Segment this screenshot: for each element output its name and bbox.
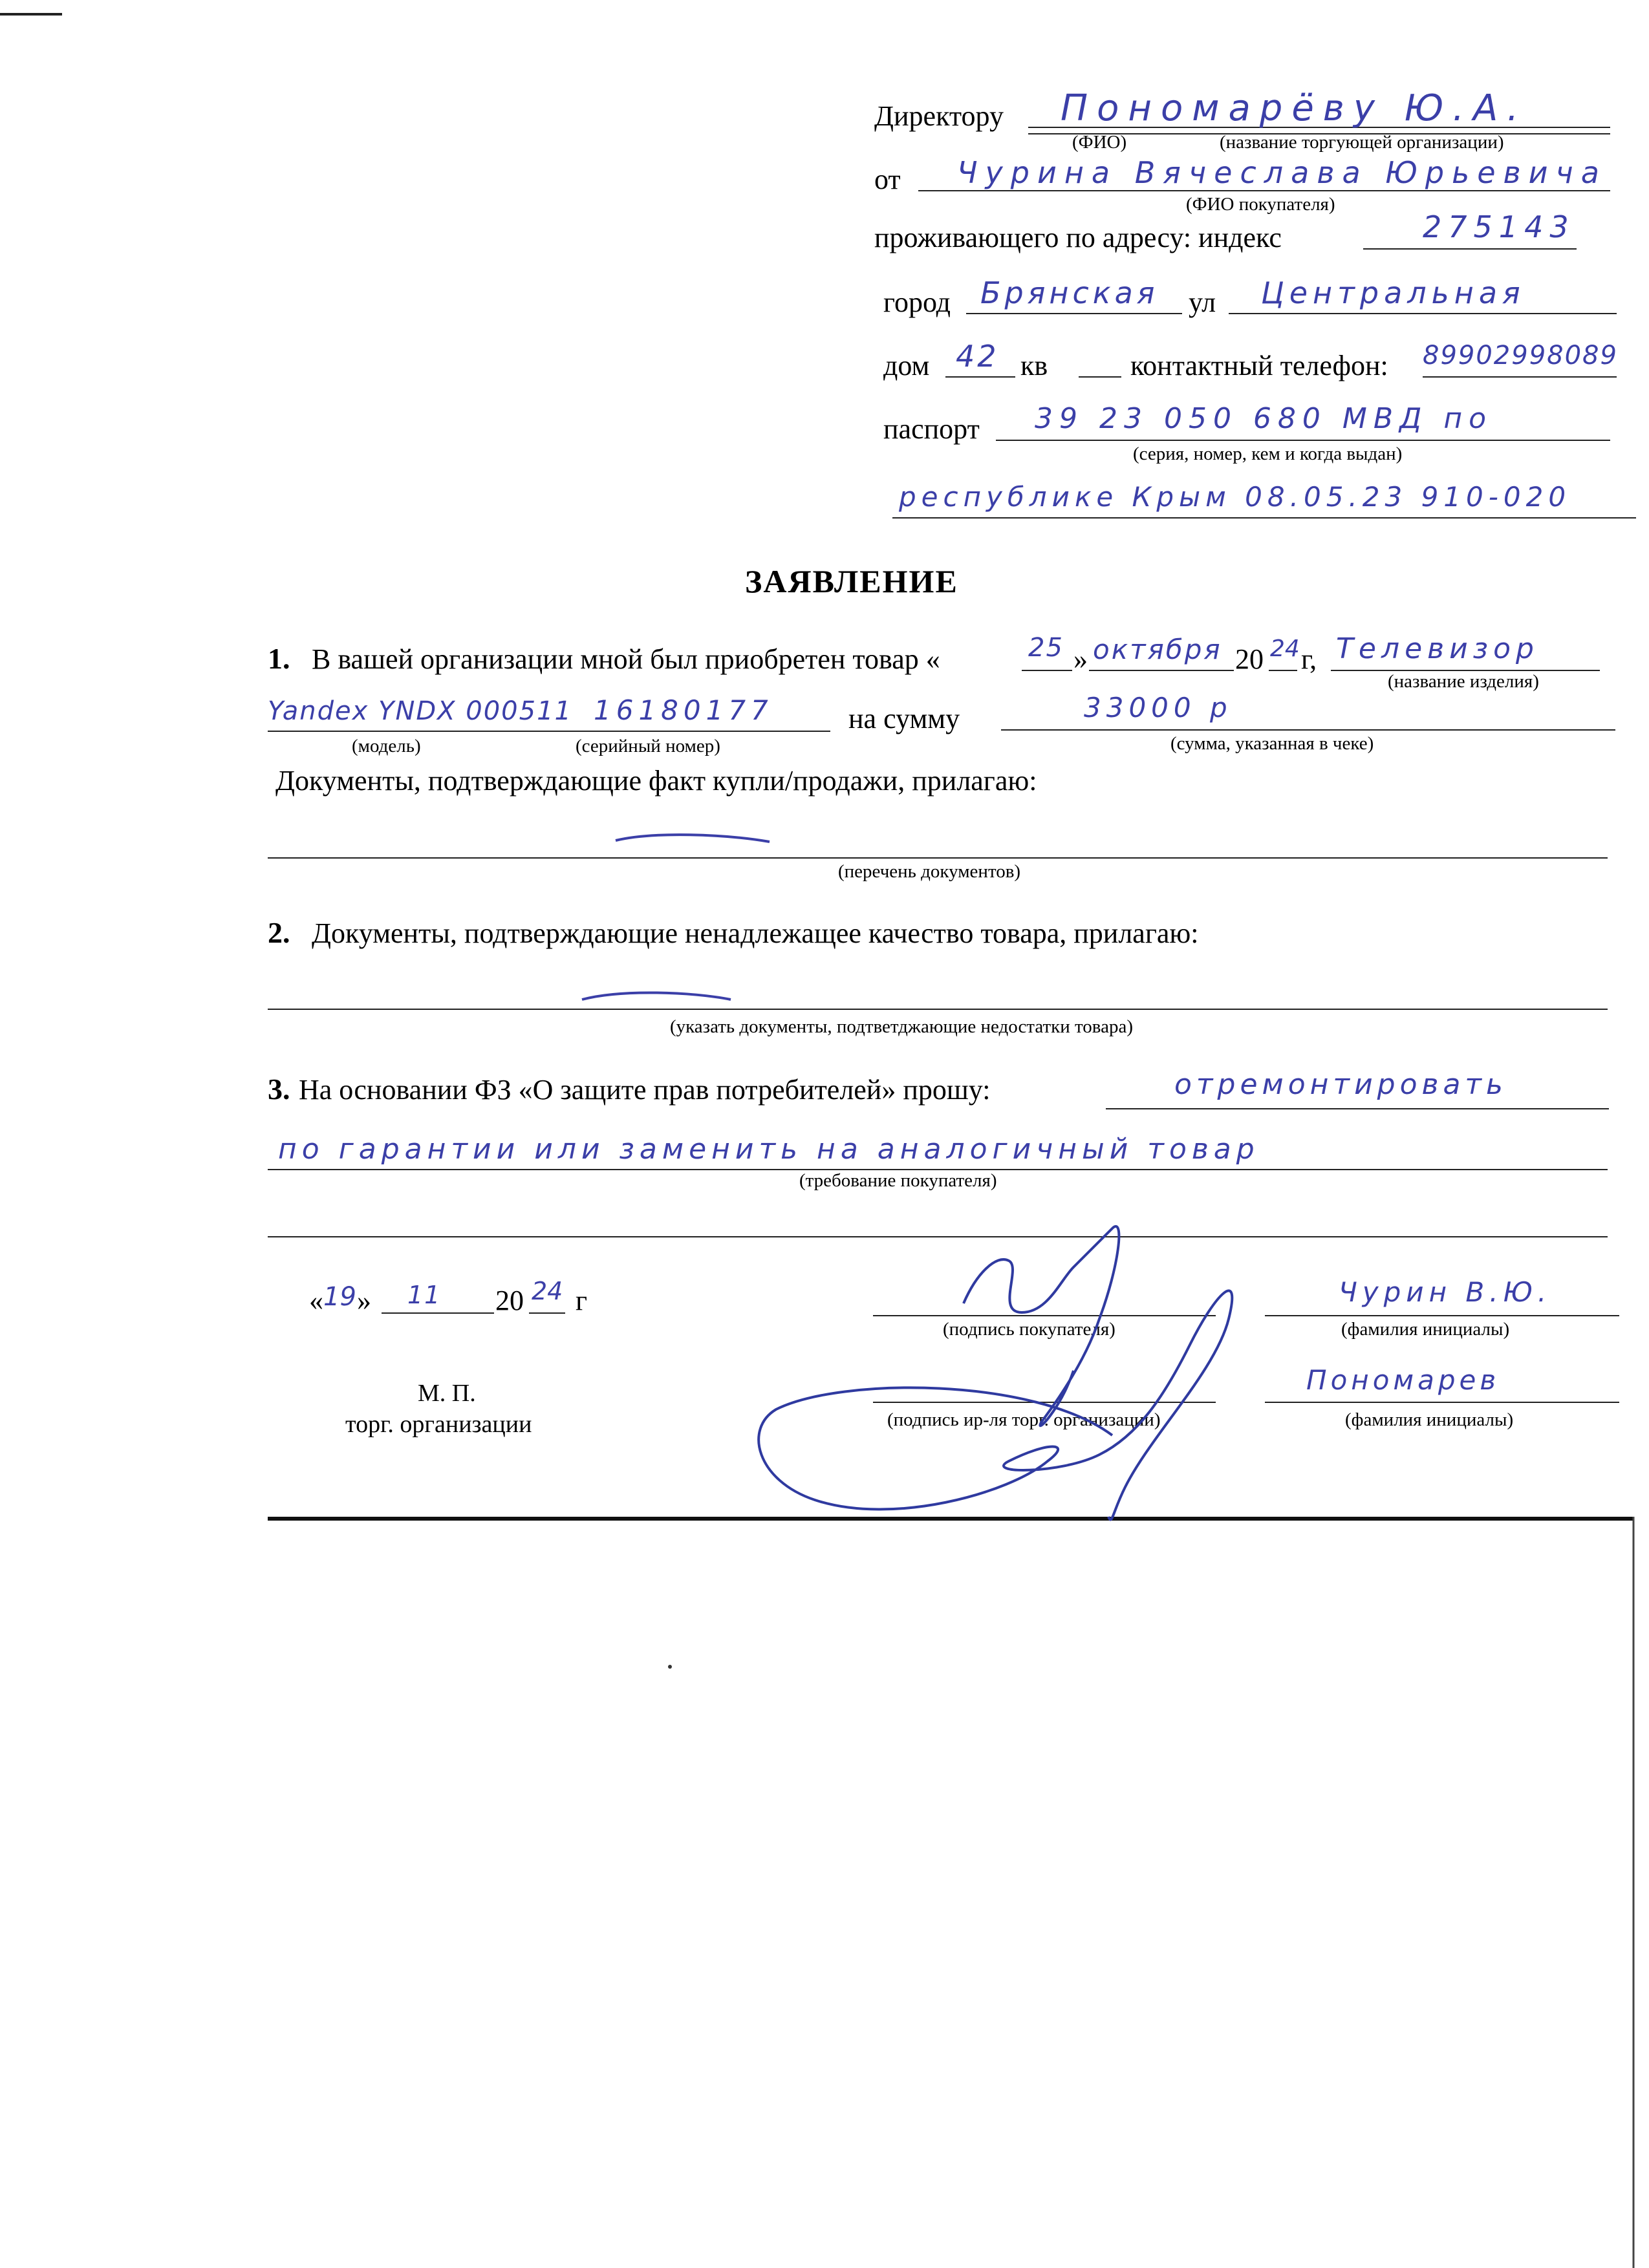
city-label: город (883, 286, 951, 318)
date-g: г (576, 1285, 588, 1316)
flat-label: кв (1020, 350, 1048, 381)
scan-dust-dot (668, 1665, 672, 1669)
year-prefix: 20 (1235, 643, 1264, 675)
passport-value[interactable]: 39 23 050 680 МВД по (1035, 402, 1493, 435)
director-value[interactable]: Пономарёву Ю.А. (1061, 87, 1528, 129)
product-model[interactable]: Yandex YNDX 000511 (268, 696, 572, 726)
model-caption: (модель) (352, 736, 421, 756)
purchase-month[interactable]: октября (1093, 634, 1222, 665)
phone-label: контактный телефон: (1130, 350, 1388, 381)
signing-day[interactable]: 19 (323, 1282, 356, 1312)
street-label: ул (1189, 286, 1216, 318)
house-label: дом (883, 350, 930, 381)
org-caption: (название торгующей организации) (1220, 132, 1504, 153)
sum-label: на сумму (848, 703, 960, 734)
index-value[interactable]: 275143 (1423, 209, 1575, 244)
sum-value[interactable]: 33000 р (1084, 692, 1233, 723)
director-label: Директору (874, 100, 1004, 132)
section3-text: На основании ФЗ «О защите прав потребителей» прошу: (299, 1074, 991, 1106)
phone-value[interactable]: 89902998089 (1423, 341, 1618, 370)
serial-caption: (серийный номер) (576, 736, 720, 756)
document-title: ЗАЯВЛЕНИЕ (745, 563, 958, 599)
product-serial[interactable]: 16180177 (594, 694, 773, 726)
sum-caption: (сумма, указанная в чеке) (1170, 733, 1374, 754)
docs-dash-icon (616, 835, 770, 842)
section2-dash-icon (582, 992, 731, 1000)
stamp-org-label: торг. организации (345, 1411, 532, 1438)
request-caption: (требование покупателя) (799, 1170, 997, 1191)
org-name-value[interactable]: Пономарев (1306, 1364, 1500, 1396)
passport-label: паспорт (883, 413, 980, 445)
buyer-fio-caption: (ФИО покупателя) (1186, 194, 1335, 215)
section2-number: 2. (268, 916, 290, 949)
passport-value-2[interactable]: республике Крым 08.05.23 910-020 (899, 481, 1571, 513)
buyer-signature-caption: (подпись покупателя) (943, 1319, 1116, 1340)
street-value[interactable]: Центральная (1261, 275, 1525, 310)
signing-month[interactable]: 11 (407, 1281, 442, 1309)
section2-caption: (указать документы, подтветджающие недостатки товара) (670, 1016, 1133, 1037)
fio-caption: (ФИО) (1072, 132, 1127, 153)
request-value-2[interactable]: по гарантии или заменить на аналогичный товар (278, 1133, 1260, 1166)
purchase-year[interactable]: 24 (1270, 636, 1300, 662)
from-label: от (874, 164, 901, 195)
house-value[interactable]: 42 (956, 339, 999, 374)
city-value[interactable]: Брянская (980, 275, 1159, 310)
buyer-name-caption: (фамилия инициалы) (1341, 1319, 1510, 1340)
section1-text-a: В вашей организации мной был приобретен товар « (312, 643, 940, 675)
section2-text: Документы, подтверждающие ненадлежащее качество товара, прилагаю: (312, 917, 1199, 949)
org-name-caption: (фамилия инициалы) (1345, 1409, 1514, 1430)
org-signature-icon (759, 1290, 1232, 1519)
date-year-prefix: 20 (495, 1285, 524, 1316)
passport-caption: (серия, номер, кем и когда выдан) (1133, 444, 1403, 464)
buyer-signature-icon (964, 1226, 1119, 1426)
signing-year[interactable]: 24 (532, 1277, 563, 1305)
docs-caption: (перечень документов) (838, 861, 1021, 882)
section1-text-b: » (1073, 643, 1088, 675)
docs-label: Документы, подтверждающие факт купли/продажи, прилагаю: (275, 765, 1037, 797)
from-value[interactable]: Чурина Вячеслава Юрьевича (957, 155, 1607, 190)
address-label: проживающего по адресу: индекс (874, 222, 1282, 253)
org-signature-caption: (подпись ир-ля торг. организации) (887, 1409, 1161, 1430)
request-value-1[interactable]: отремонтировать (1174, 1068, 1507, 1101)
purchase-day[interactable]: 25 (1028, 633, 1064, 663)
product-caption: (название изделия) (1388, 671, 1539, 692)
section1-text-c: г, (1301, 643, 1317, 675)
buyer-name-value[interactable]: Чурин В.Ю. (1339, 1276, 1552, 1308)
stamp-place-label: М. П. (418, 1380, 476, 1407)
product-name[interactable]: Телевизор (1336, 632, 1539, 665)
section3-number: 3. (268, 1073, 290, 1106)
date-open-quote: « (309, 1285, 323, 1316)
date-close-quote: » (357, 1285, 371, 1316)
section1-number: 1. (268, 642, 290, 675)
